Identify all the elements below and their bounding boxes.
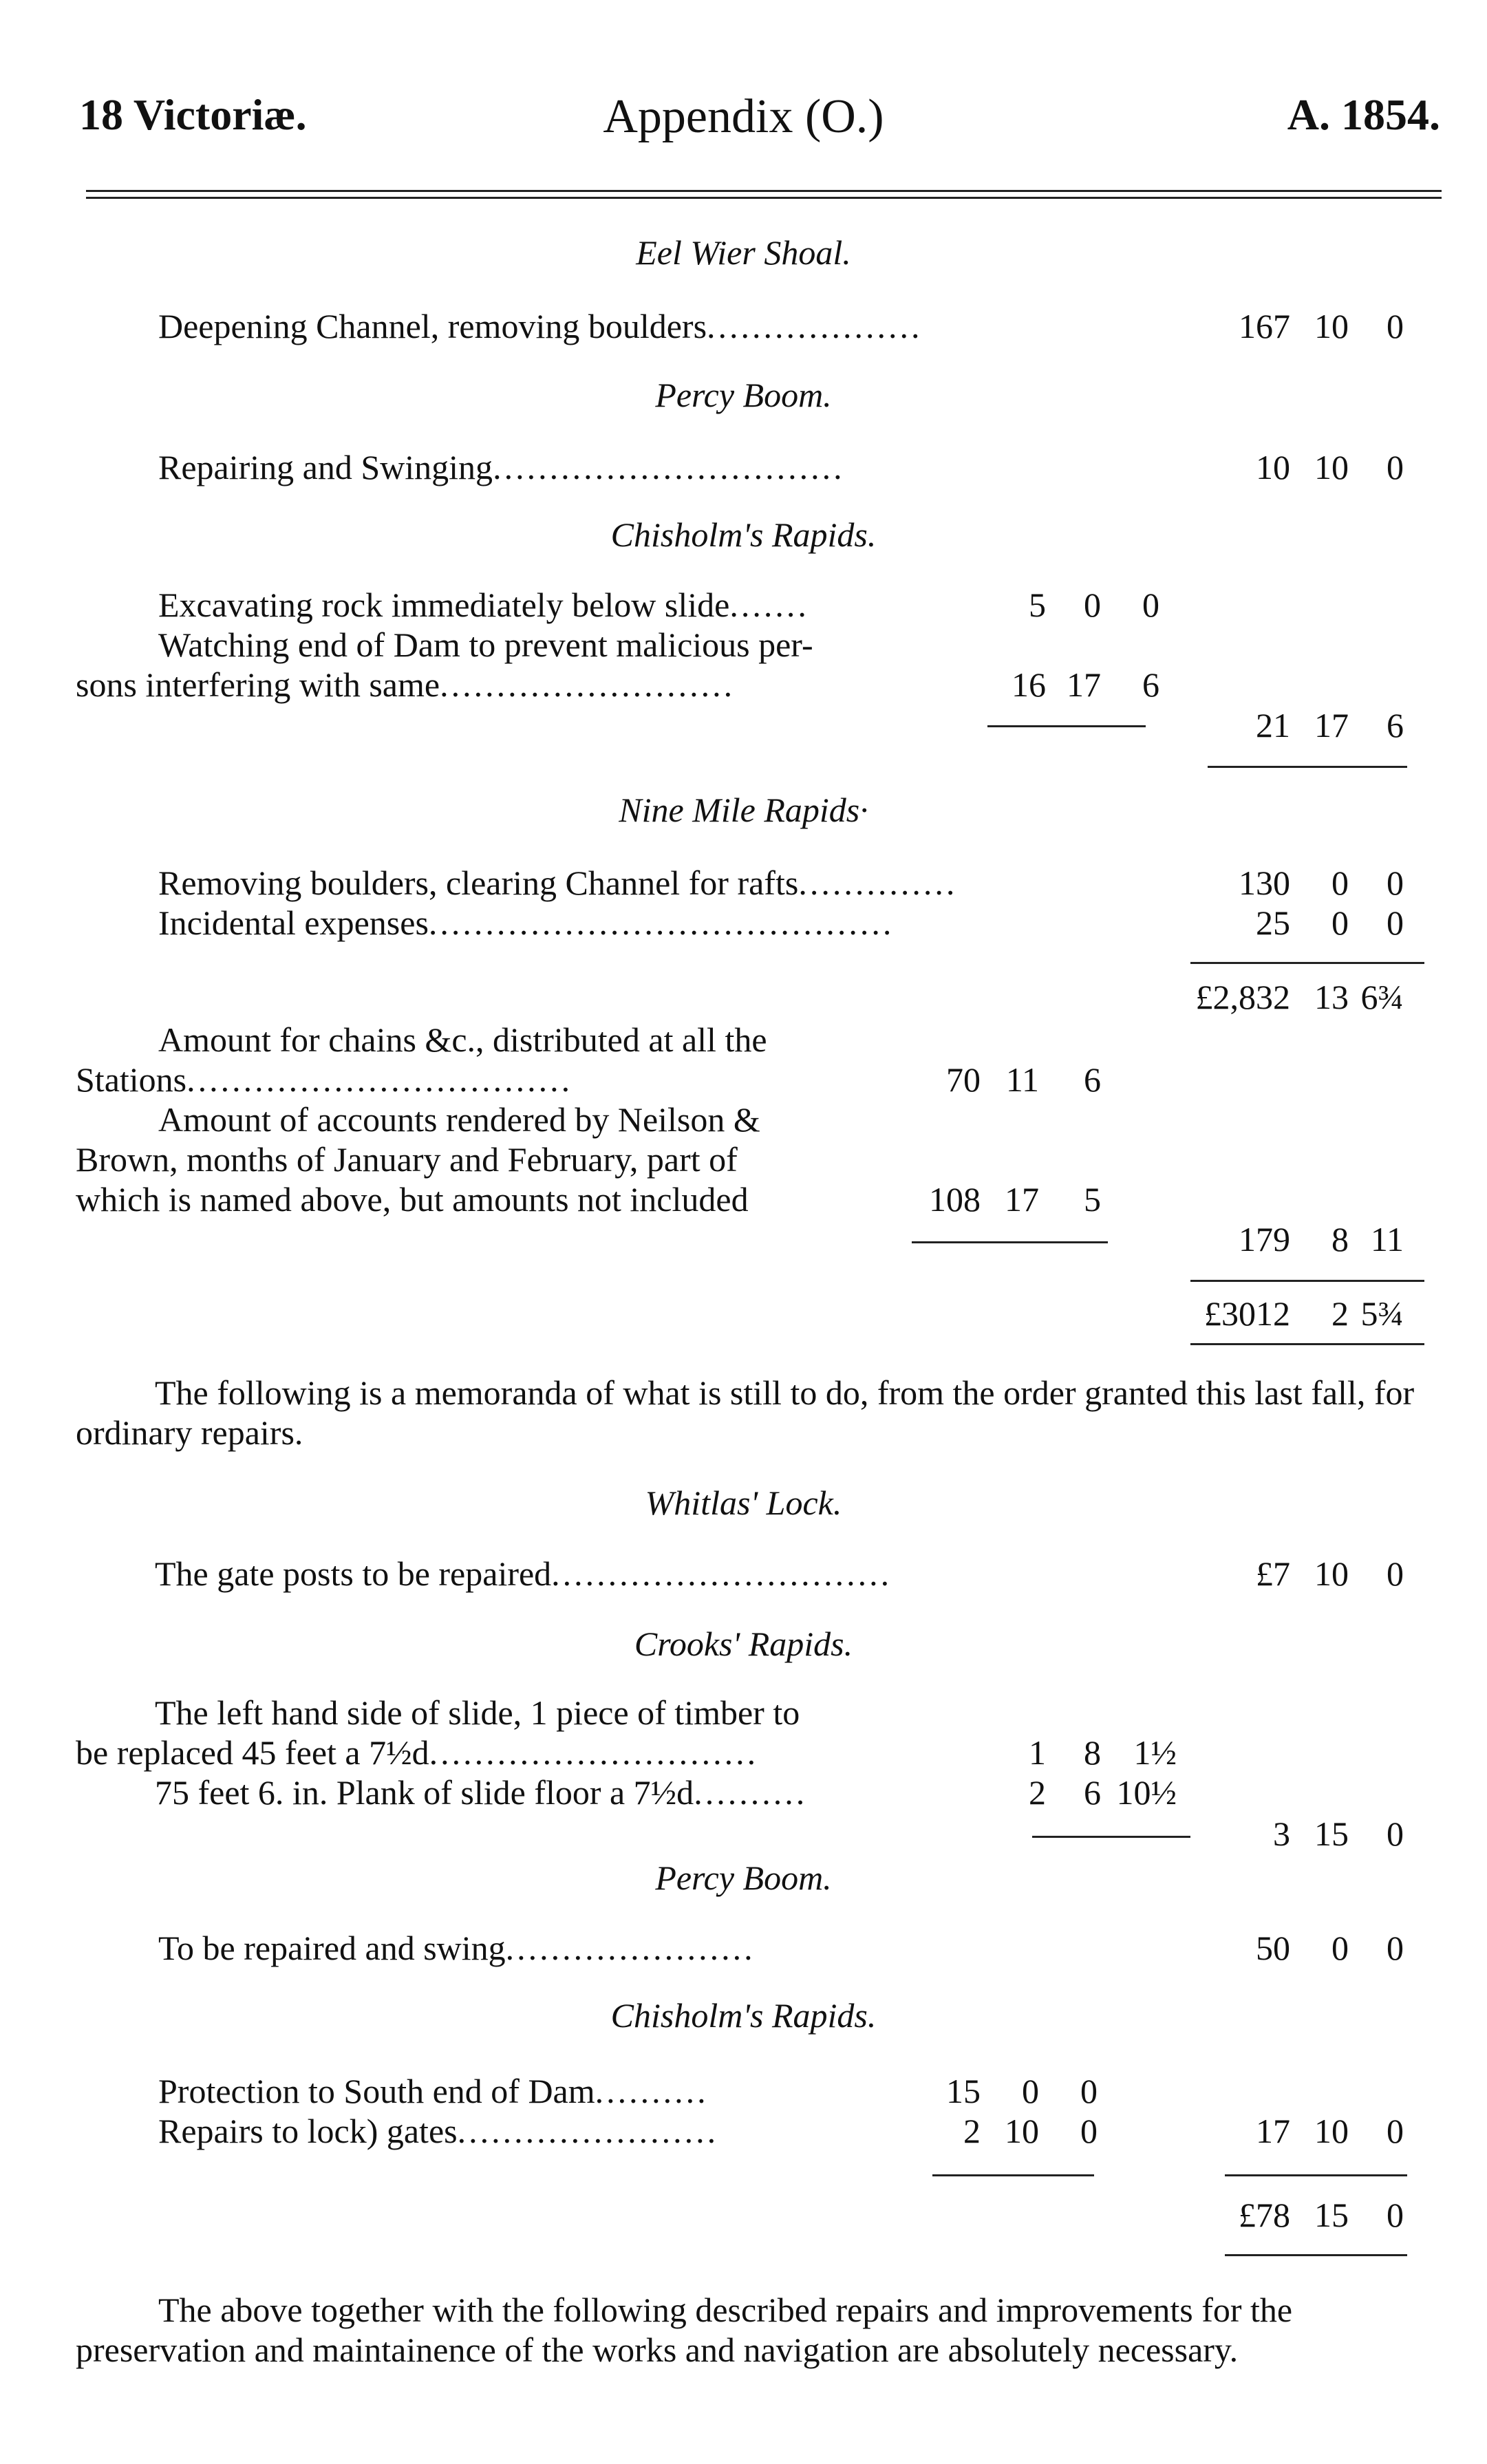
header-rule-bottom xyxy=(86,197,1442,199)
amount-pounds: 15 xyxy=(946,2072,981,2110)
amount-pence: 0 xyxy=(1387,864,1404,902)
amount-pounds: 50 xyxy=(1256,1929,1290,1967)
section-heading-eel-wier-shoal: Eel Wier Shoal. xyxy=(636,233,851,272)
item-left-hand-side-line2: be replaced 45 feet a 7½d............................. xyxy=(76,1733,759,1772)
total-pounds: £2,832 xyxy=(1195,978,1290,1016)
subtotal-pence: 11 xyxy=(1370,1220,1404,1258)
amount-pounds: 1 xyxy=(1029,1733,1046,1772)
amount-shillings: 10 xyxy=(1314,1554,1349,1593)
header-year: A. 1854. xyxy=(1287,90,1440,139)
total-pence: 6 xyxy=(1387,706,1404,744)
amount-pounds: 5 xyxy=(1029,586,1046,624)
amount-pounds: 25 xyxy=(1256,903,1290,942)
subtotal-rule xyxy=(912,1241,1108,1243)
amount-pence: 0 xyxy=(1387,1554,1404,1593)
amount-pounds: 2 xyxy=(963,2112,981,2150)
amount-shillings: 0 xyxy=(1331,1929,1349,1967)
grand-total-pence: 0 xyxy=(1387,2196,1404,2234)
total-pence: 0 xyxy=(1387,2112,1404,2150)
amount-shillings: 0 xyxy=(1084,586,1101,624)
grand-total-shillings: 2 xyxy=(1331,1294,1349,1333)
item-removing-boulders: Removing boulders, clearing Channel for rafts.............. xyxy=(158,864,958,902)
amount-pence: 0 xyxy=(1387,307,1404,345)
total-pence: 0 xyxy=(1387,1814,1404,1853)
total-pence: 6¾ xyxy=(1360,978,1404,1016)
grand-total-pounds: £78 xyxy=(1239,2196,1290,2234)
item-chains-line1: Amount for chains &c., distributed at all the xyxy=(158,1020,767,1059)
amount-shillings: 10 xyxy=(1314,307,1349,345)
amount-shillings: 10 xyxy=(1005,2112,1039,2150)
item-watching-dam-line1: Watching end of Dam to prevent malicious per- xyxy=(158,625,813,664)
amount-pence: 0 xyxy=(1387,448,1404,486)
amount-pence: 6 xyxy=(1142,665,1159,704)
grand-total-pounds: £3012 xyxy=(1204,1294,1290,1333)
amount-shillings: 6 xyxy=(1084,1773,1101,1812)
grand-total-rule-bottom xyxy=(1190,1343,1424,1345)
amount-pounds: 130 xyxy=(1239,864,1290,902)
section-heading-crooks-rapids: Crooks' Rapids. xyxy=(634,1625,853,1663)
amount-pence: 0 xyxy=(1080,2112,1098,2150)
item-watching-dam-line2: sons interfering with same.......................... xyxy=(76,665,736,704)
amount-pence: 10½ xyxy=(1116,1773,1177,1812)
item-repairing-swinging: Repairing and Swinging............................... xyxy=(158,448,845,486)
grand-total-pence: 5¾ xyxy=(1360,1294,1404,1333)
amount-pence: 0 xyxy=(1080,2072,1098,2110)
amount-pounds: 16 xyxy=(1012,665,1046,704)
section-heading-chisholms-rapids: Chisholm's Rapids. xyxy=(610,515,877,554)
amount-pounds: 70 xyxy=(946,1060,981,1099)
amount-shillings: 0 xyxy=(1331,903,1349,942)
item-protection-south-end: Protection to South end of Dam.......... xyxy=(158,2072,709,2110)
amount-pence: 0 xyxy=(1142,586,1159,624)
memoranda-paragraph: The following is a memoranda of what is still to do, from the order granted this last fall, for ordinary repairs. xyxy=(76,1373,1415,1452)
subtotal-rule xyxy=(1032,1836,1190,1838)
total-shillings: 17 xyxy=(1314,706,1349,744)
section-heading-chisholms-rapids: Chisholm's Rapids. xyxy=(610,1996,877,2035)
total-shillings: 10 xyxy=(1314,2112,1349,2150)
amount-pence: 5 xyxy=(1084,1180,1101,1219)
amount-shillings: 11 xyxy=(1005,1060,1039,1099)
total-rule xyxy=(1225,2174,1407,2176)
item-incidental-expenses: Incidental expenses......................................... xyxy=(158,903,895,942)
item-deepening-channel: Deepening Channel, removing boulders................... xyxy=(158,307,923,345)
amount-shillings: 0 xyxy=(1331,864,1349,902)
grand-total-shillings: 15 xyxy=(1314,2196,1349,2234)
amount-pounds: £7 xyxy=(1256,1554,1290,1593)
amount-shillings: 17 xyxy=(1005,1180,1039,1219)
grand-total-rule-bottom xyxy=(1225,2254,1407,2256)
total-pounds: 17 xyxy=(1256,2112,1290,2150)
item-excavating-rock: Excavating rock immediately below slide....... xyxy=(158,586,809,624)
header-rule-top xyxy=(86,190,1442,192)
amount-shillings: 17 xyxy=(1067,665,1101,704)
amount-pence: 0 xyxy=(1387,903,1404,942)
amount-pence: 6 xyxy=(1084,1060,1101,1099)
total-pounds: 21 xyxy=(1256,706,1290,744)
amount-pence: 0 xyxy=(1387,1929,1404,1967)
section-heading-percy-boom: Percy Boom. xyxy=(655,1858,832,1897)
subtotal-shillings: 8 xyxy=(1331,1220,1349,1258)
section-heading-nine-mile-rapids: Nine Mile Rapids· xyxy=(619,791,868,829)
total-pounds: 3 xyxy=(1273,1814,1290,1853)
item-plank-slide-floor: 75 feet 6. in. Plank of slide floor a 7½d.......... xyxy=(155,1773,808,1812)
item-gate-posts: The gate posts to be repaired.............................. xyxy=(155,1554,892,1593)
amount-pounds: 108 xyxy=(929,1180,981,1219)
total-rule xyxy=(1208,766,1407,768)
amount-shillings: 10 xyxy=(1314,448,1349,486)
subtotal-pounds: 179 xyxy=(1239,1220,1290,1258)
item-accounts-line1: Amount of accounts rendered by Neilson & xyxy=(158,1100,760,1139)
item-repairs-lock-gates: Repairs to lock) gates....................... xyxy=(158,2112,719,2150)
amount-pounds: 10 xyxy=(1256,448,1290,486)
total-rule xyxy=(1190,962,1424,964)
item-chains-line2: Stations.................................. xyxy=(76,1060,573,1099)
item-left-hand-side-line1: The left hand side of slide, 1 piece of timber to xyxy=(155,1693,800,1732)
item-accounts-line3: which is named above, but amounts not included xyxy=(76,1180,749,1219)
subtotal-rule xyxy=(932,2174,1094,2176)
amount-pence: 1½ xyxy=(1133,1733,1177,1772)
amount-shillings: 0 xyxy=(1022,2072,1039,2110)
header-session: 18 Victoriæ. xyxy=(79,90,307,139)
grand-total-rule xyxy=(1190,1280,1424,1282)
amount-pounds: 2 xyxy=(1029,1773,1046,1812)
total-shillings: 13 xyxy=(1314,978,1349,1016)
item-repaired-swing: To be repaired and swing...................... xyxy=(158,1929,756,1967)
section-heading-percy-boom: Percy Boom. xyxy=(655,376,832,414)
subtotal-rule xyxy=(987,725,1146,727)
amount-shillings: 8 xyxy=(1084,1733,1101,1772)
section-heading-whitlas-lock: Whitlas' Lock. xyxy=(645,1483,842,1522)
closing-paragraph: The above together with the following described repairs and improvements for the preservation and maintainence of the works and navigation are absolutely necessary. xyxy=(76,2291,1293,2369)
header-appendix: Appendix (O.) xyxy=(603,90,884,143)
amount-pounds: 167 xyxy=(1239,307,1290,345)
item-accounts-line2: Brown, months of January and February, part of xyxy=(76,1140,738,1179)
total-shillings: 15 xyxy=(1314,1814,1349,1853)
